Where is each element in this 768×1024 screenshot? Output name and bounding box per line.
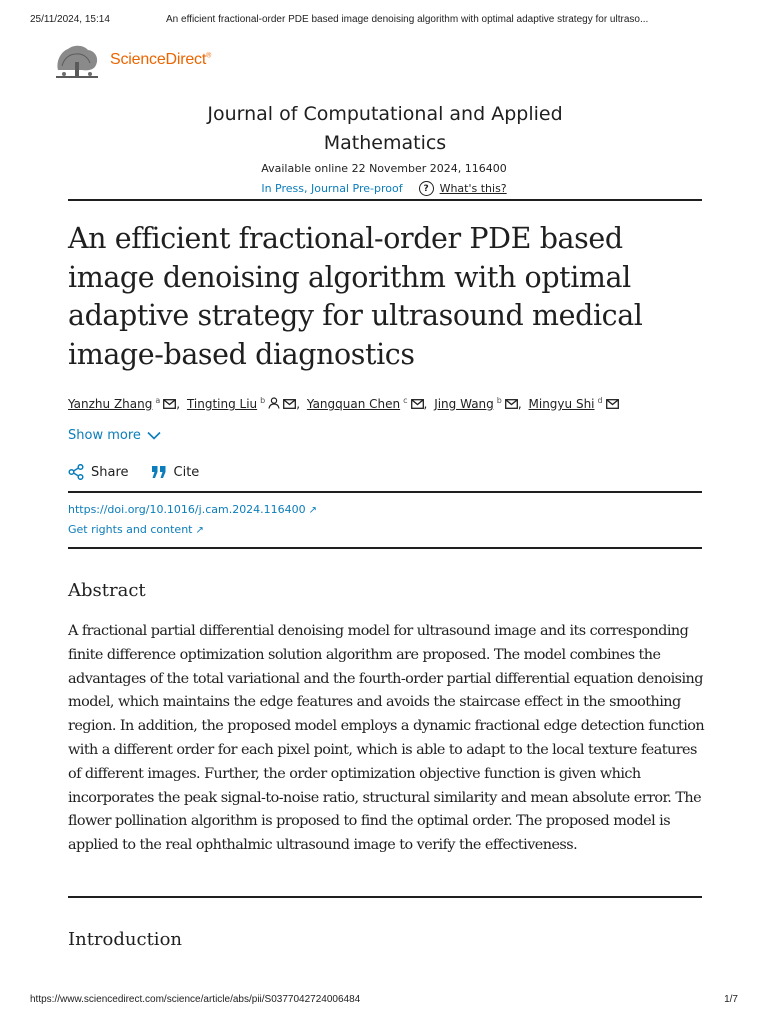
print-footer <box>30 994 738 1008</box>
divider <box>68 896 702 898</box>
author-affiliation: c <box>403 396 408 405</box>
print-header <box>30 14 738 30</box>
author-name[interactable]: Yanzhu Zhang <box>68 397 153 411</box>
author-affiliation: b <box>496 396 502 405</box>
article-actions <box>68 464 221 480</box>
available-online: Available online 22 November 2024, 116400 <box>261 162 507 175</box>
page-number: 1/7 <box>724 994 738 1005</box>
author-affiliation: a <box>155 396 161 405</box>
print-datetime: 25/11/2024, 15:14 <box>30 14 110 25</box>
external-link-icon: ↗ <box>195 525 204 536</box>
person-icon <box>268 397 280 409</box>
share-button[interactable] <box>68 464 129 480</box>
print-url: https://www.sciencedirect.com/science/article/abs/pii/S0377042724006484 <box>30 994 361 1005</box>
author-name[interactable]: Tingting Liu <box>186 397 258 411</box>
rights-and-content-link[interactable]: Get rights and content ↗ <box>68 523 204 536</box>
author-name[interactable]: Jing Wang <box>434 397 494 411</box>
envelope-icon[interactable] <box>606 399 619 409</box>
envelope-icon[interactable] <box>163 399 176 409</box>
elsevier-tree-icon <box>52 40 102 80</box>
divider <box>68 199 702 201</box>
envelope-icon[interactable] <box>283 399 296 409</box>
envelope-icon[interactable] <box>505 399 518 409</box>
question-circle-icon: ? <box>419 181 434 196</box>
print-page-title: An efficient fractional-order PDE based image denoising algorithm with optimal adaptive strategy for ultraso... <box>166 14 649 25</box>
in-press-status: In Press, Journal Pre-proof <box>261 182 403 195</box>
divider <box>68 547 702 549</box>
author-item[interactable] <box>68 397 176 411</box>
quote-icon <box>151 465 167 479</box>
article-status-row <box>0 181 768 196</box>
abstract-text: A fractional partial differential denoising model for ultrasound image and its corresponding finite difference optimization solution algorithm are proposed. The model combines the advantages of the total variational and the fourth-order partial differential equation denoising model, which maintains the edge features and avoids the staircase effect in the smoothing region. In addition, the proposed model employs a dynamic fractional edge detection function with a different order for each pixel point, which is able to adapt to the local texture features of different images. Further, the order optimization objective function is given which incorporates the peak signal-to-noise ratio, structural similarity and mean absolute error. The flower pollination algorithm is proposed to find the optimal order. The proposed model is applied to the real ophthalmic ultrasound image to verify the effectiveness. <box>68 623 705 854</box>
author-item[interactable] <box>187 397 296 411</box>
author-item[interactable] <box>529 397 619 411</box>
show-more-label: Show more <box>68 428 141 443</box>
share-label: Share <box>91 464 129 480</box>
author-item[interactable] <box>307 397 424 411</box>
doi-link[interactable]: https://doi.org/10.1016/j.cam.2024.116400 ↗ <box>68 503 318 516</box>
author-affiliation: b <box>260 396 266 405</box>
external-link-icon: ↗ <box>308 505 318 516</box>
envelope-icon[interactable] <box>411 399 424 409</box>
abstract-heading: Abstract <box>68 580 146 601</box>
cite-button[interactable] <box>151 465 200 480</box>
author-affiliation: d <box>597 396 603 405</box>
show-more-button[interactable] <box>68 428 161 443</box>
introduction-heading: Introduction <box>68 929 182 950</box>
sciencedirect-brand: ScienceDirect® <box>110 51 212 68</box>
journal-title-link[interactable]: Journal of Computational and Applied Mathematics <box>207 103 563 154</box>
author-name[interactable]: Mingyu Shi <box>528 397 595 411</box>
cite-label: Cite <box>173 464 200 480</box>
divider <box>68 491 702 493</box>
whats-this-link[interactable]: What's this? <box>439 182 507 195</box>
chevron-down-icon <box>147 431 161 440</box>
article-title: An efficient fractional-order PDE based image denoising algorithm with optimal adaptive strategy for ultrasound medical image-based diagnostics <box>68 222 643 371</box>
sciencedirect-logo[interactable] <box>52 40 211 80</box>
author-name[interactable]: Yangquan Chen <box>306 397 401 411</box>
author-item[interactable] <box>434 397 518 411</box>
author-list: Yanzhu Zhang $^a$ , Tingting Liu $^b$ , Yangquan Chen $^c$ , Jing Wang $^b$ , Mingyu Shi $^d$ <box>68 392 708 413</box>
share-icon <box>68 464 84 480</box>
